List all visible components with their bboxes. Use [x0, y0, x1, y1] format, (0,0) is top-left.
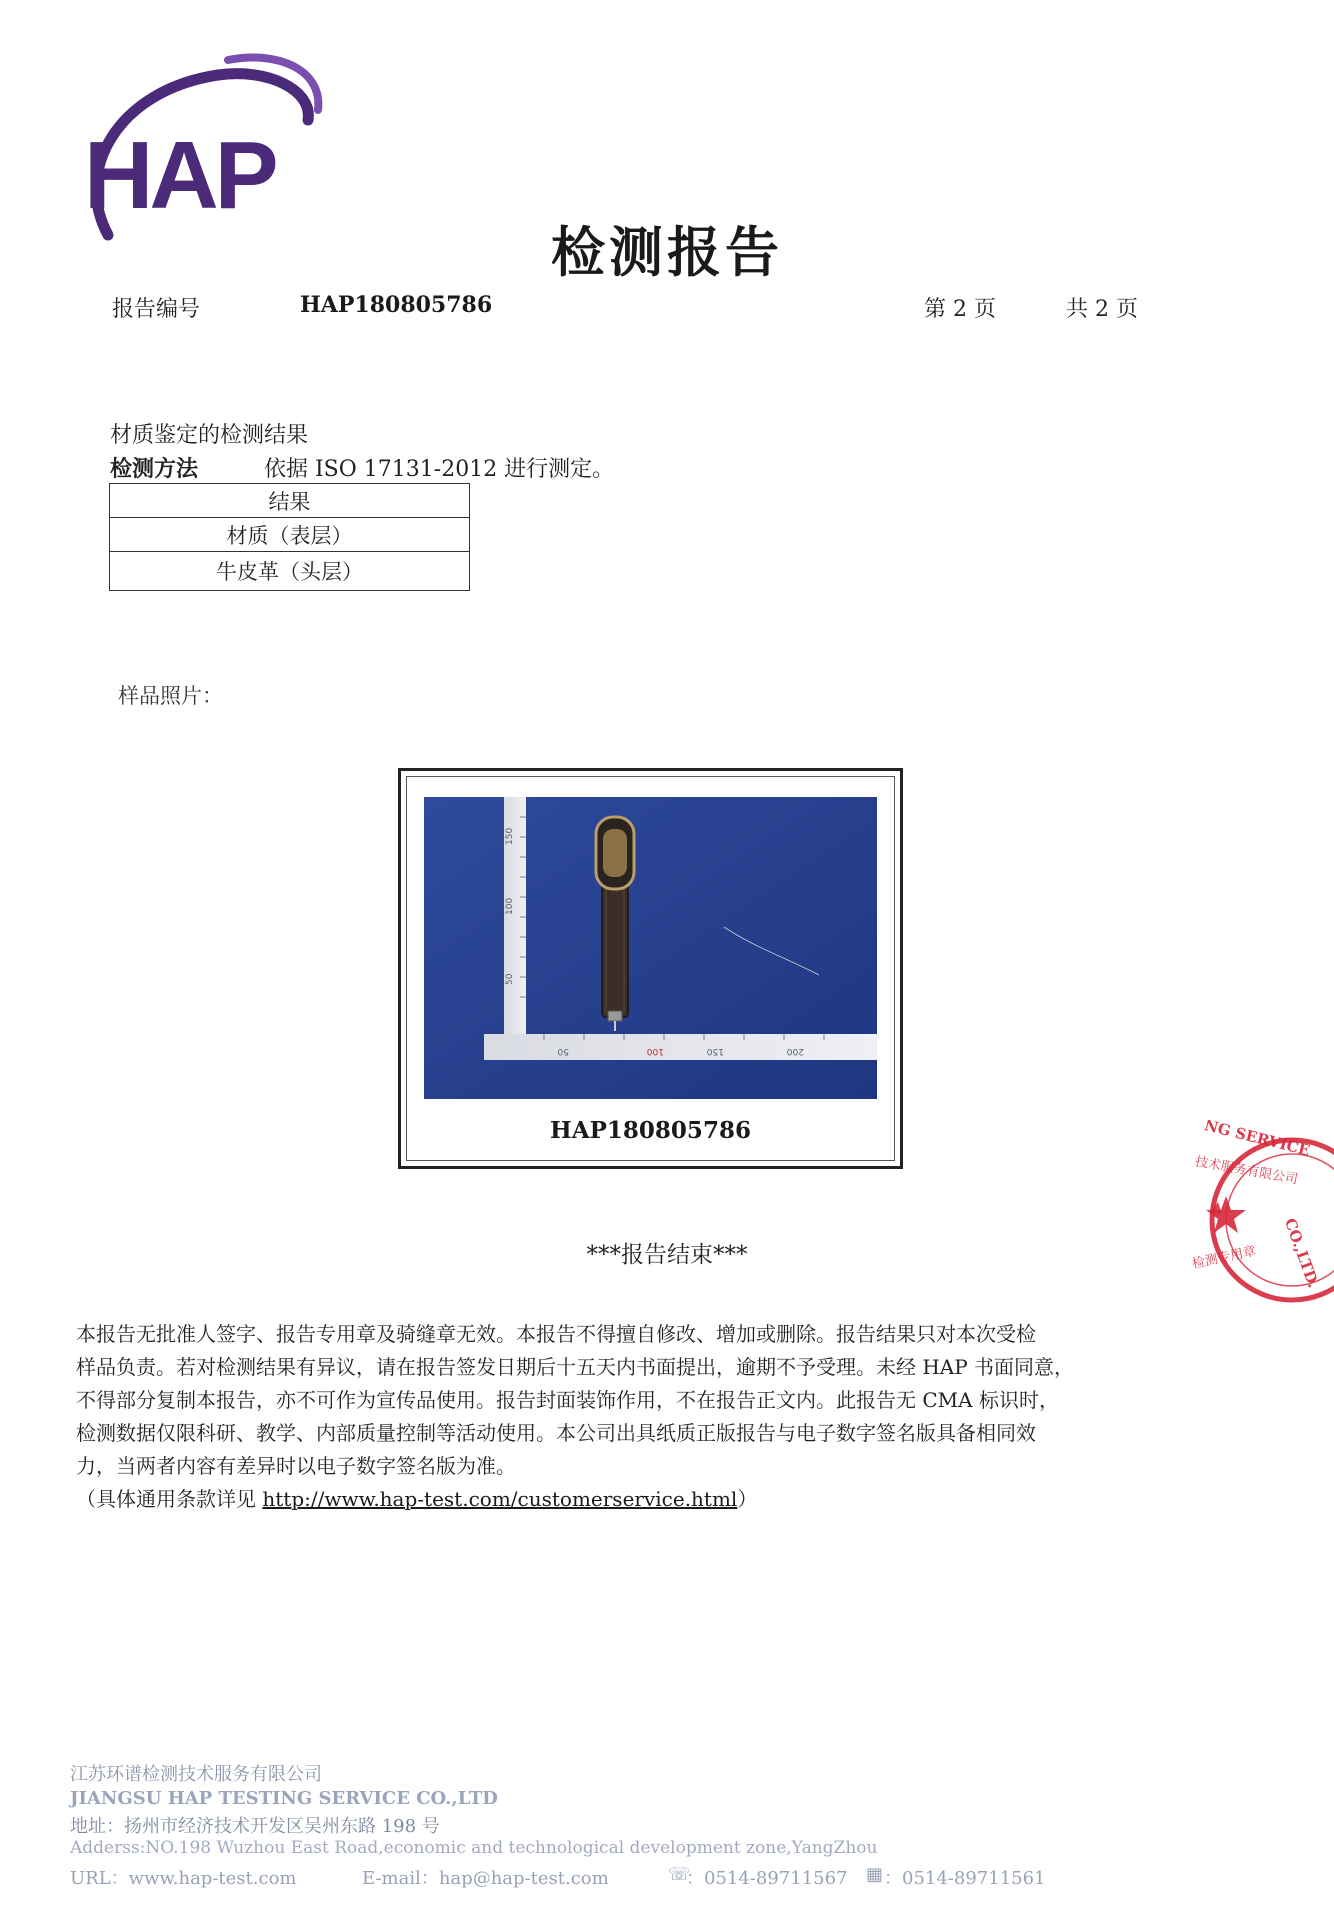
photo-caption: HAP180805786 [550, 1117, 751, 1144]
watch-display [603, 829, 627, 877]
footer-address-en: Adderss:NO.198 Wuzhou East Road,economic and technological development zone,YangZhou [70, 1838, 878, 1858]
report-number: HAP180805786 [300, 292, 493, 318]
terms-prefix: （具体通用条款详见 [76, 1487, 263, 1511]
sample-photo [424, 797, 877, 1099]
footer-fax: ：0514-89711561 [884, 1868, 1046, 1889]
page-number: 第 2 页 [924, 297, 996, 322]
page-total: 共 2 页 [1066, 297, 1138, 322]
disclaimer-line: 检测数据仅限科研、教学、内部质量控制等活动使用。本公司出具纸质正版报告与电子数字签名版具备相同效 [76, 1421, 1036, 1445]
result-table [109, 483, 470, 591]
svg-text:检测专用章: 检测专用章 [1192, 1243, 1258, 1273]
method-text: 依据 ISO 17131-2012 进行测定。 [264, 457, 615, 482]
terms-link[interactable]: http://www.hap-test.com/customerservice.html [262, 1487, 738, 1511]
terms-line [76, 1483, 1236, 1516]
table-row [110, 484, 470, 518]
ruler-label: 100 [646, 1046, 664, 1056]
ruler-label: 100 [505, 897, 515, 915]
footer-company-cn: 江苏环谱检测技术服务有限公司 [70, 1764, 322, 1785]
sample-photo-image [424, 797, 877, 1099]
table-row [110, 518, 470, 552]
ruler-label: 150 [706, 1046, 724, 1056]
svg-text:NG SERVICE: NG SERVICE [1202, 1120, 1312, 1160]
disclaimer-line: 力，当两者内容有差异时以电子数字签名版为准。 [76, 1454, 516, 1478]
company-seal-image [1192, 1120, 1334, 1320]
disclaimer-line: 不得部分复制本报告，亦不可作为宣传品使用。报告封面装饰作用，不在报告正文内。此报告无 CMA 标识时， [76, 1388, 1059, 1412]
section-title: 材质鉴定的检测结果 [110, 423, 309, 448]
disclaimer-line: 样品负责。若对检测结果有异议，请在报告签发日期后十五天内书面提出，逾期不予受理。未经 HAP 书面同意， [76, 1355, 1075, 1379]
footer-contact [70, 1864, 1070, 1888]
ruler-label: 50 [505, 973, 515, 985]
ruler-label: 150 [505, 827, 515, 845]
document-title: 检测报告 [551, 220, 783, 284]
svg-text:CO.,LTD.: CO.,LTD. [1280, 1215, 1323, 1291]
disclaimer [76, 1318, 1236, 1516]
ruler-label: 50 [557, 1046, 569, 1056]
ruler-horizontal [484, 1034, 877, 1060]
report-end-mark: ***报告结束*** [586, 1242, 748, 1268]
ruler-label: 200 [786, 1046, 804, 1056]
phone-icon: ☏ [668, 1864, 691, 1885]
strap-buckle [608, 1011, 622, 1021]
table-cell: 牛皮革（头层） [110, 552, 470, 591]
sample-photo-frame [398, 768, 903, 1169]
photo-label: 样品照片： [118, 684, 223, 708]
fax-icon: ▦ [866, 1864, 884, 1885]
footer-company-en: JIANGSU HAP TESTING SERVICE CO.,LTD [70, 1788, 498, 1809]
footer-address-cn: 地址：扬州市经济技术开发区吴州东路 198 号 [70, 1816, 440, 1837]
method-label: 检测方法 [110, 456, 199, 482]
footer-url: URL：www.hap-test.com [70, 1868, 297, 1889]
logo-text: HAP [84, 122, 275, 229]
footer-email: E-mail：hap@hap-test.com [362, 1868, 609, 1889]
terms-suffix: ） [737, 1487, 758, 1511]
svg-text:技术服务有限公司: 技术服务有限公司 [1193, 1154, 1299, 1188]
table-row [110, 552, 470, 591]
report-number-label: 报告编号 [112, 297, 201, 322]
table-header-cell: 结果 [110, 484, 470, 518]
footer-phone: ：0514-89711567 [686, 1868, 848, 1889]
disclaimer-line: 本报告无批准人签字、报告专用章及骑缝章无效。本报告不得擅自修改、增加或删除。报告结果只对本次受检 [76, 1322, 1036, 1346]
company-seal [1192, 1120, 1334, 1320]
table-cell: 材质（表层） [110, 518, 470, 552]
